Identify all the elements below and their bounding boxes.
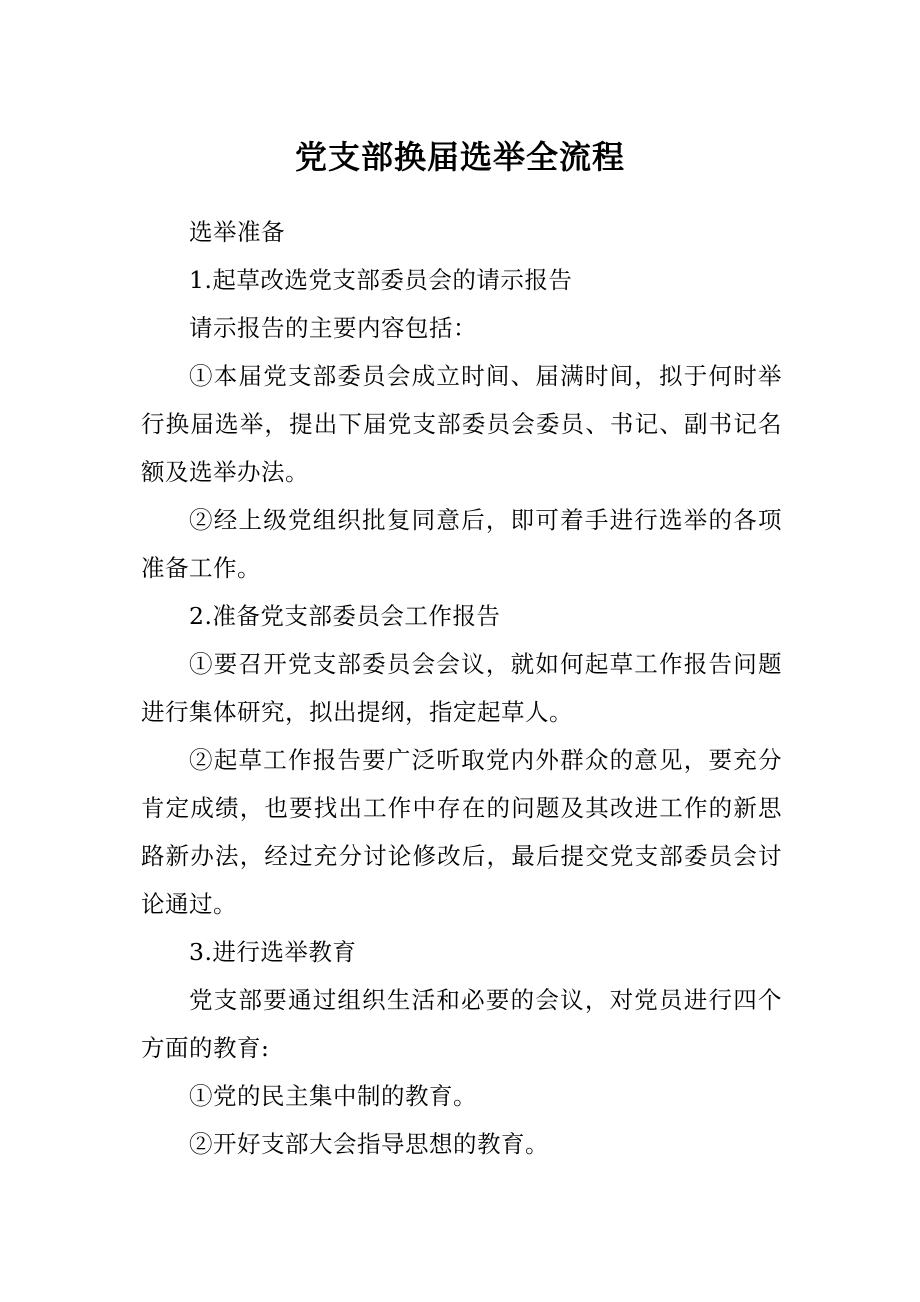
paragraph: ②经上级党组织批复同意后，即可着手进行选举的各项准备工作。 xyxy=(141,506,782,582)
item-2-heading: 2.准备党支部委员会工作报告 xyxy=(189,602,501,630)
paragraph: ①党的民主集中制的教育。 xyxy=(189,1082,477,1110)
item-3-heading: 3.进行选举教育 xyxy=(189,938,357,966)
paragraph: ①要召开党支部委员会会议，就如何起草工作报告问题进行集体研究，拟出提纲，指定起草人。 xyxy=(141,650,782,726)
item-1-heading: 1.起草改选党支部委员会的请示报告 xyxy=(189,266,573,294)
paragraph: ①本届党支部委员会成立时间、届满时间，拟于何时举行换届选举，提出下届党支部委员会委员、书记、副书记名额及选举办法。 xyxy=(141,362,782,486)
paragraph: ②开好支部大会指导思想的教育。 xyxy=(189,1130,549,1158)
paragraph: 党支部要通过组织生活和必要的会议，对党员进行四个方面的教育: xyxy=(141,986,782,1062)
document-body xyxy=(141,208,782,1168)
section-heading-election-prep: 选举准备 xyxy=(189,218,285,246)
document-title: 党支部换届选举全流程 xyxy=(294,138,625,177)
paragraph: 请示报告的主要内容包括： xyxy=(189,314,477,342)
paragraph: ②起草工作报告要广泛听取党内外群众的意见，要充分肯定成绩，也要找出工作中存在的问题及其改进工作的新思路新办法，经过充分讨论修改后，最后提交党支部委员会讨论通过。 xyxy=(141,746,782,918)
